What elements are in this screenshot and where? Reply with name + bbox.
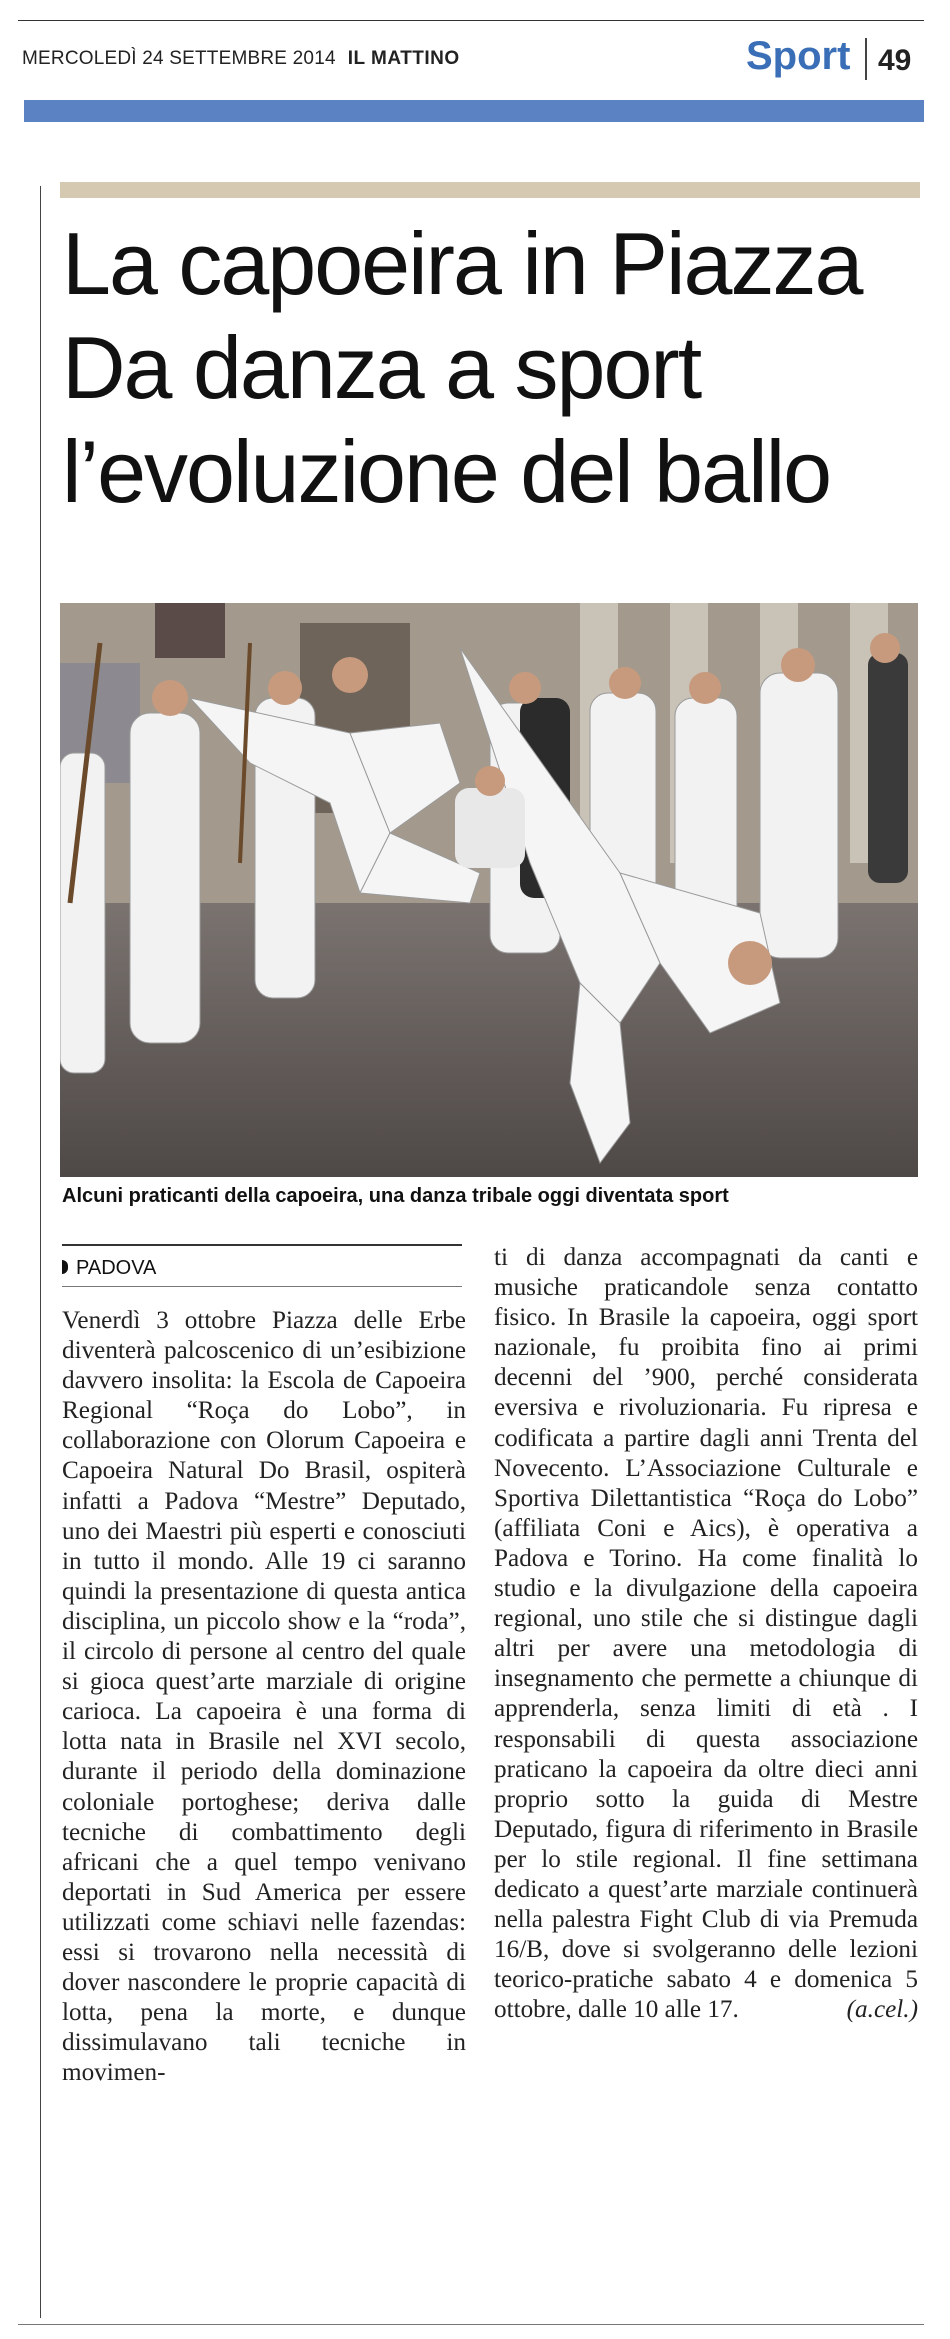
page-bottom-rule — [18, 2324, 924, 2325]
headline-bar — [60, 182, 920, 198]
header-top-rule — [18, 20, 924, 21]
author-signoff: (a.cel.) — [846, 1996, 918, 2024]
left-column-rule — [40, 186, 41, 2318]
date-text: MERCOLEDÌ 24 SETTEMBRE 2014 — [22, 48, 336, 69]
issue-date — [22, 48, 460, 70]
dateline — [62, 1257, 156, 1280]
dateline-marker-icon — [62, 1260, 68, 1274]
section-label: Sport — [746, 34, 851, 78]
page-number: 49 — [878, 44, 912, 77]
body-paragraph-continued — [494, 1243, 918, 2025]
photo-caption: Alcuni praticanti della capoeira, una danza tribale oggi diventata sport — [62, 1185, 729, 1207]
article-column-right — [494, 1243, 918, 2025]
article-column-left — [62, 1306, 466, 2088]
dateline-text: PADOVA — [76, 1257, 157, 1279]
dateline-rule — [62, 1244, 462, 1246]
headline-line: l’evoluzione del ballo — [62, 422, 831, 521]
body-paragraph: Venerdì 3 ottobre Piazza delle Erbe diventerà palcoscenico di un’esibizione davvero insolita: la Escola de Capoeira Regional “Roça do Lobo”, in collaborazione con Olorum Capoeira e Capoeira Natural Do Brasil, ospiterà infatti a Padova “Mestre” Deputado, uno dei Maestri più esperti e conosciuti in tutto il mondo. Alle 19 ci saranno quindi la presentazione di questa antica disciplina, un piccolo show e la “roda”, il circolo di persone al centro del quale si gioca quest’arte marziale di origine carioca. La capoeira è una forma di lotta nata in Brasile nel XVI secolo, durante il periodo della dominazione coloniale portoghese; deriva dalle tecniche di combattimento degli africani che a quel tempo venivano deportati in Sud America per essere utilizzati come schiavi nelle fazendas: essi si trovarono nella necessità di dover nascondere le proprie capacità di lotta, pena la morte, e dunque dissimulavano tali tecniche in movimen- — [62, 1307, 466, 2087]
header-separator — [865, 38, 867, 80]
headline — [62, 212, 922, 524]
headline-line: La capoeira in Piazza — [62, 214, 862, 313]
capoeira-photo — [60, 603, 918, 1177]
header-band — [24, 100, 924, 122]
body-text: ti di danza accompagnati da canti e musiche praticandole senza contatto fisico. In Brasile la capoeira, oggi sport nazionale, fu proibita fino ai primi decenni del ’900, perché considerata eversiva e rivoluzionaria. Fu ripresa e codificata a partire dagli anni Trenta del Novecento. L’Associazione Culturale e Sportiva Dilettantistica “Roça do Lobo” (affiliata Coni e Aics), è operativa a Padova e Torino. Ha come finalità lo studio e la divulgazione della capoeira regional, uno stile che si distingue dagli altri per avere una metodologia di insegnamento che permette a chiunque di apprenderla, senza limiti di età . I responsabili di questa associazione praticano la capoeira da oltre dieci anni proprio sotto la guida di Mestre Deputado, figura di riferimento in Brasile per lo stile regional. Il fine settimana dedicato a quest’arte marziale continuerà nella palestra Fight Club di via Premuda 16/B, dove si svolgeranno delle lezioni teorico-pratiche sabato 4 e domenica 5 ottobre, dalle 10 alle 17. — [494, 1244, 918, 2024]
newspaper-name: IL MATTINO — [347, 48, 460, 69]
headline-line: Da danza a sport — [62, 318, 701, 417]
dateline-underline — [62, 1286, 462, 1287]
